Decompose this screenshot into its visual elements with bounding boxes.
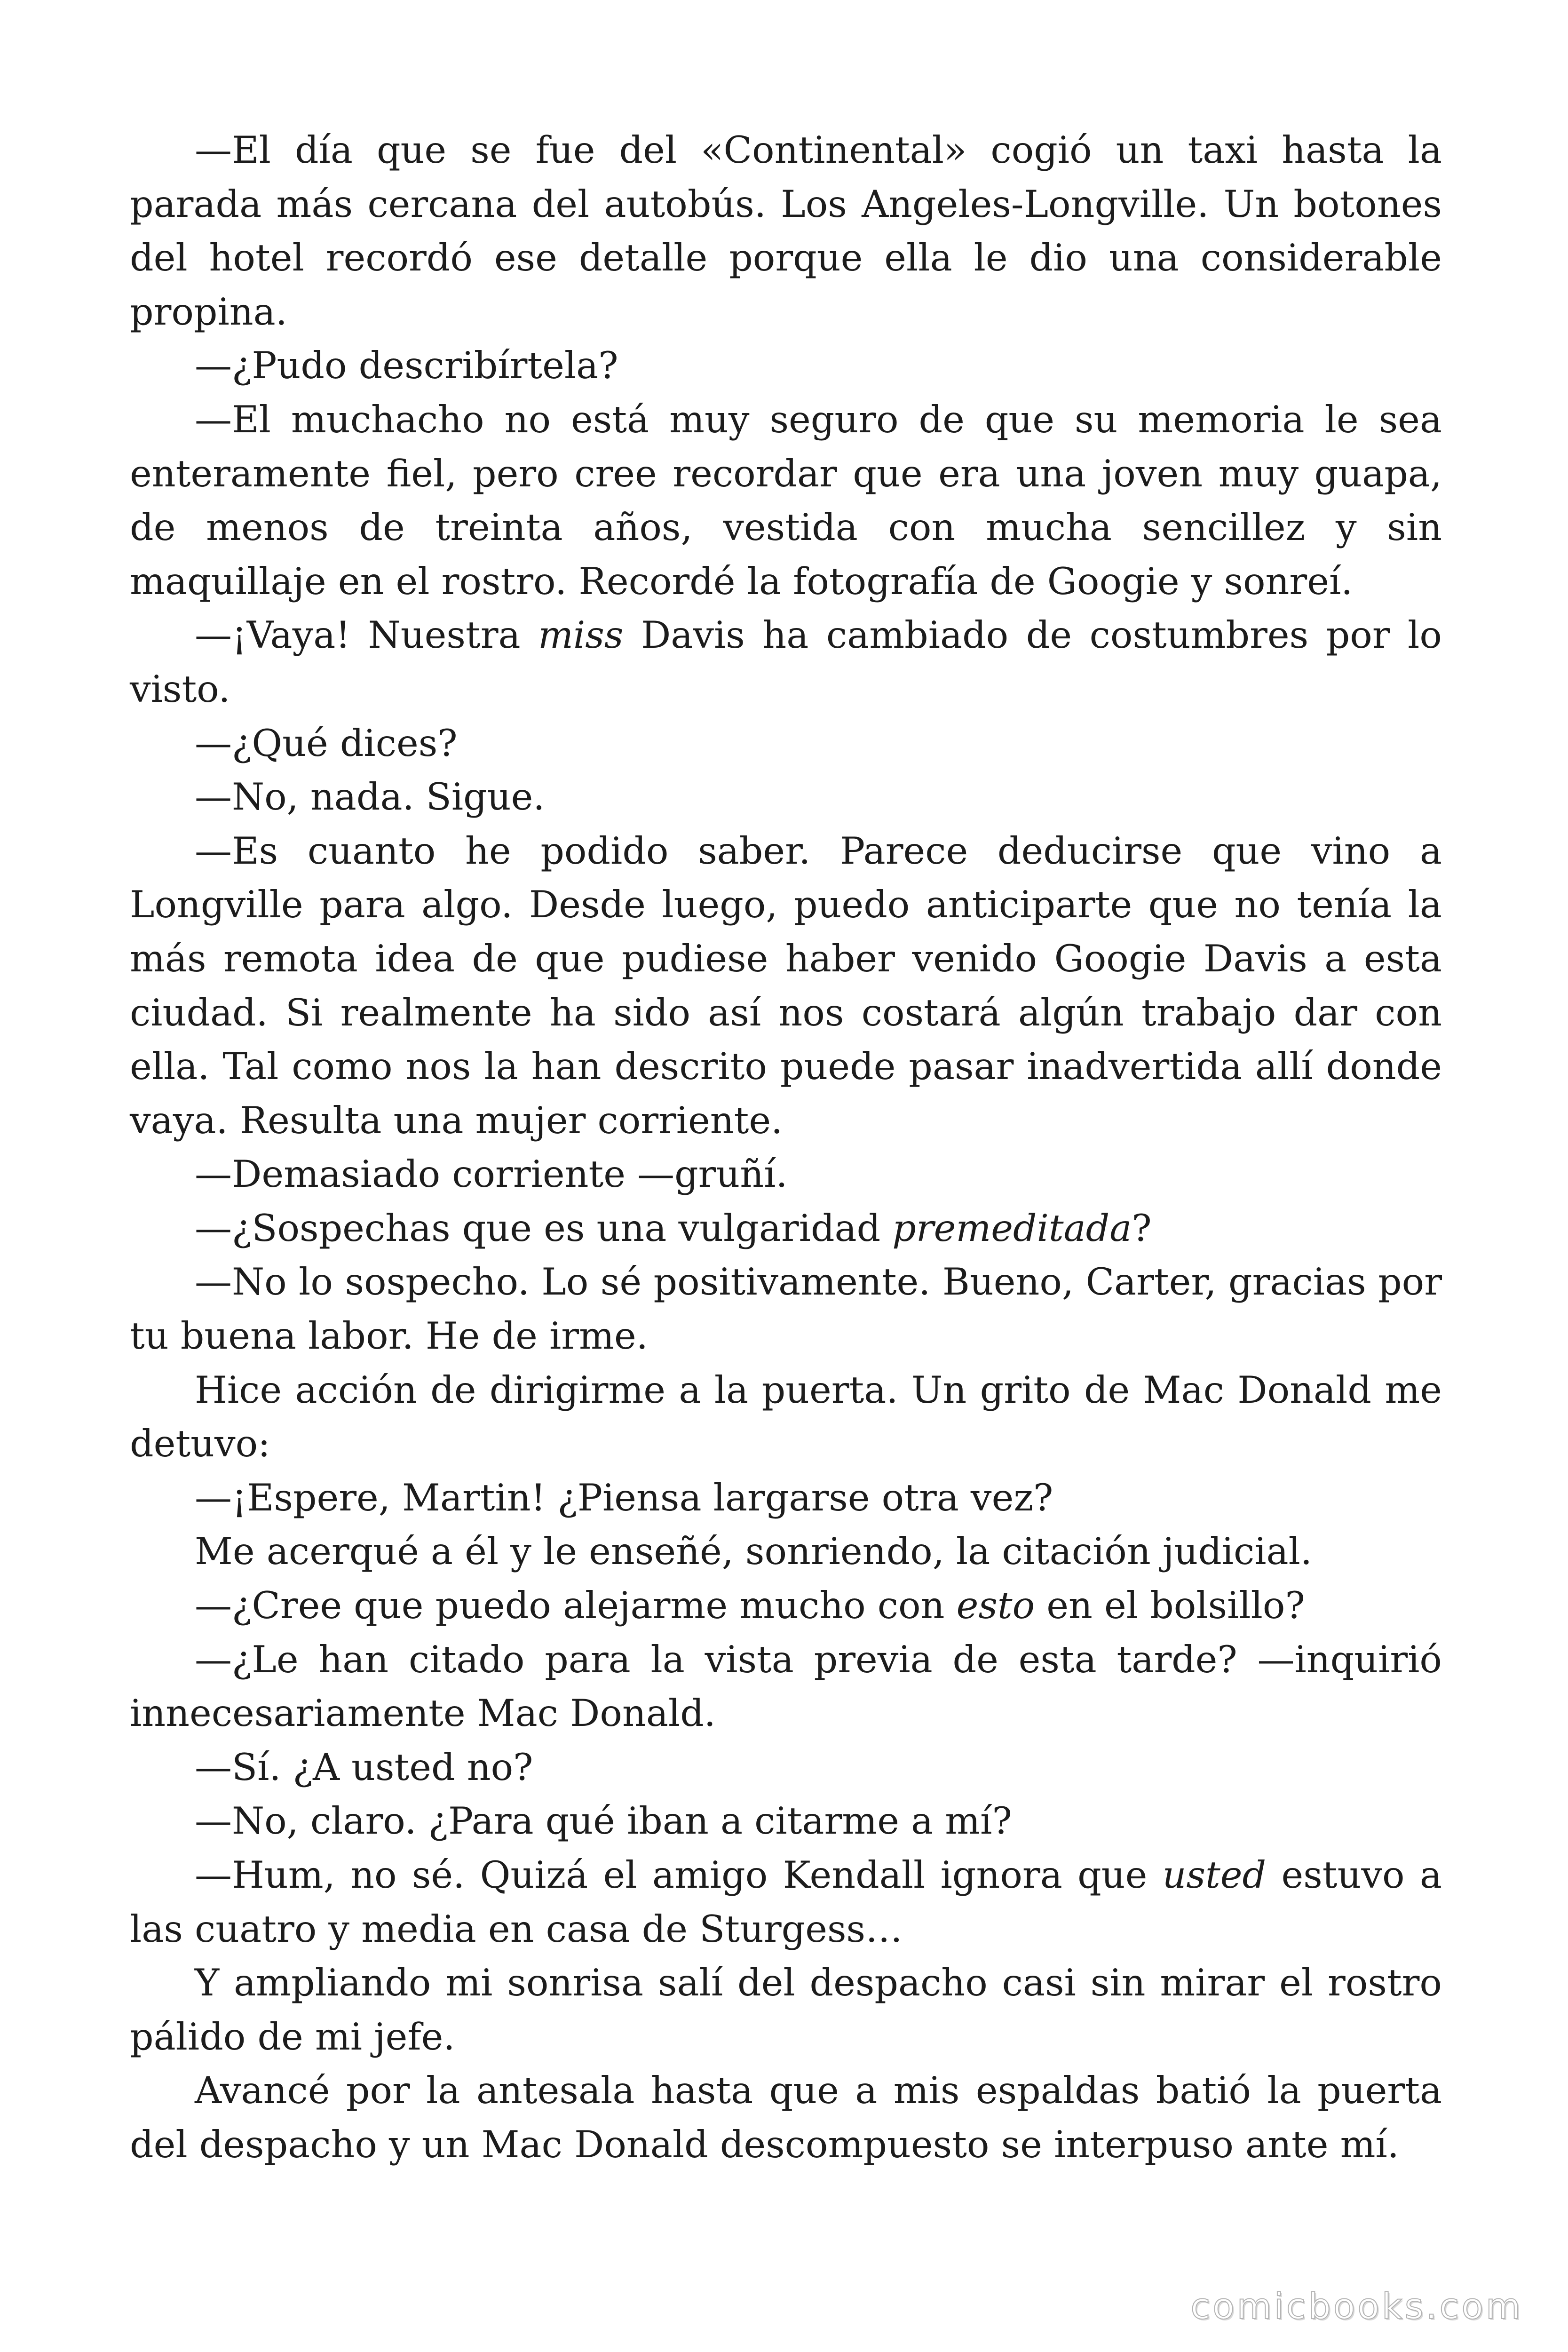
paragraph: —Es cuanto he podido saber. Parece deducirse que vino a Longville para algo. Desde luego, puedo anticiparte que no tenía la más remota idea de que pudiese haber venido Googie Davis a esta ciudad. Si realmente ha sido así nos costará algún trabajo dar con ella. Tal como nos la han descrito puede pasar inadvertida allí donde vaya. Resulta una mujer corriente. (130, 829, 1442, 1142)
paragraph: —No lo sospecho. Lo sé positivamente. Bueno, Carter, gracias por tu buena labor. He de irme. (130, 1260, 1442, 1358)
paragraph: —¡Espere, Martin! ¿Piensa largarse otra vez? (195, 1476, 1053, 1519)
paragraph: —¿Cree que puedo alejarme mucho con esto en el bolsillo? (195, 1584, 1305, 1628)
paragraph: —No, nada. Sigue. (195, 775, 545, 819)
paragraph: Me acerqué a él y le enseñé, sonriendo, la citación judicial. (195, 1530, 1313, 1573)
paragraph: Avancé por la antesala hasta que a mis espaldas batió la puerta del despacho y un Mac Donald descompuesto se interpuso ante mí. (130, 2069, 1442, 2166)
italic-word: premeditada (892, 1206, 1132, 1250)
paragraph: —Sí. ¿A usted no? (195, 1745, 533, 1789)
paragraph: —¡Vaya! Nuestra miss Davis ha cambiado de costumbres por lo visto. (130, 613, 1442, 711)
paragraph: —No, claro. ¿Para qué iban a citarme a mí? (195, 1799, 1012, 1843)
paragraph: Y ampliando mi sonrisa salí del despacho casi sin mirar el rostro pálido de mi jefe. (130, 1961, 1442, 2058)
paragraph: —Hum, no sé. Quizá el amigo Kendall ignora que usted estuvo a las cuatro y media en casa de Sturgess… (130, 1853, 1442, 1951)
italic-word: esto (956, 1584, 1035, 1628)
paragraph: —¿Le han citado para la vista previa de esta tarde? —inquirió innecesariamente Mac Donald. (130, 1637, 1442, 1735)
paragraph: —El día que se fue del «Continental» cogió un taxi hasta la parada más cercana del autobús. Los Angeles-Longville. Un botones del hotel recordó ese detalle porque ella le dio una considerable propina. (130, 128, 1442, 334)
page-text (130, 123, 1442, 2172)
paragraph: —Demasiado corriente —gruñí. (195, 1152, 788, 1196)
paragraph: —¿Sospechas que es una vulgaridad premeditada? (195, 1206, 1152, 1250)
paragraph: Hice acción de dirigirme a la puerta. Un grito de Mac Donald me detuvo: (130, 1368, 1442, 1466)
paragraph: —¿Qué dices? (195, 721, 458, 765)
italic-word: usted (1162, 1853, 1267, 1897)
paragraph: —¿Pudo describírtela? (195, 344, 618, 388)
italic-word: miss (538, 613, 624, 657)
watermark-logo: comicbooks.com (1190, 2285, 1523, 2327)
paragraph: —El muchacho no está muy seguro de que su memoria le sea enteramente fiel, pero cree recordar que era una joven muy guapa, de menos de treinta años, vestida con mucha sencillez y sin maquillaje en el rostro. Recordé la fotografía de Googie y sonreí. (130, 397, 1442, 603)
